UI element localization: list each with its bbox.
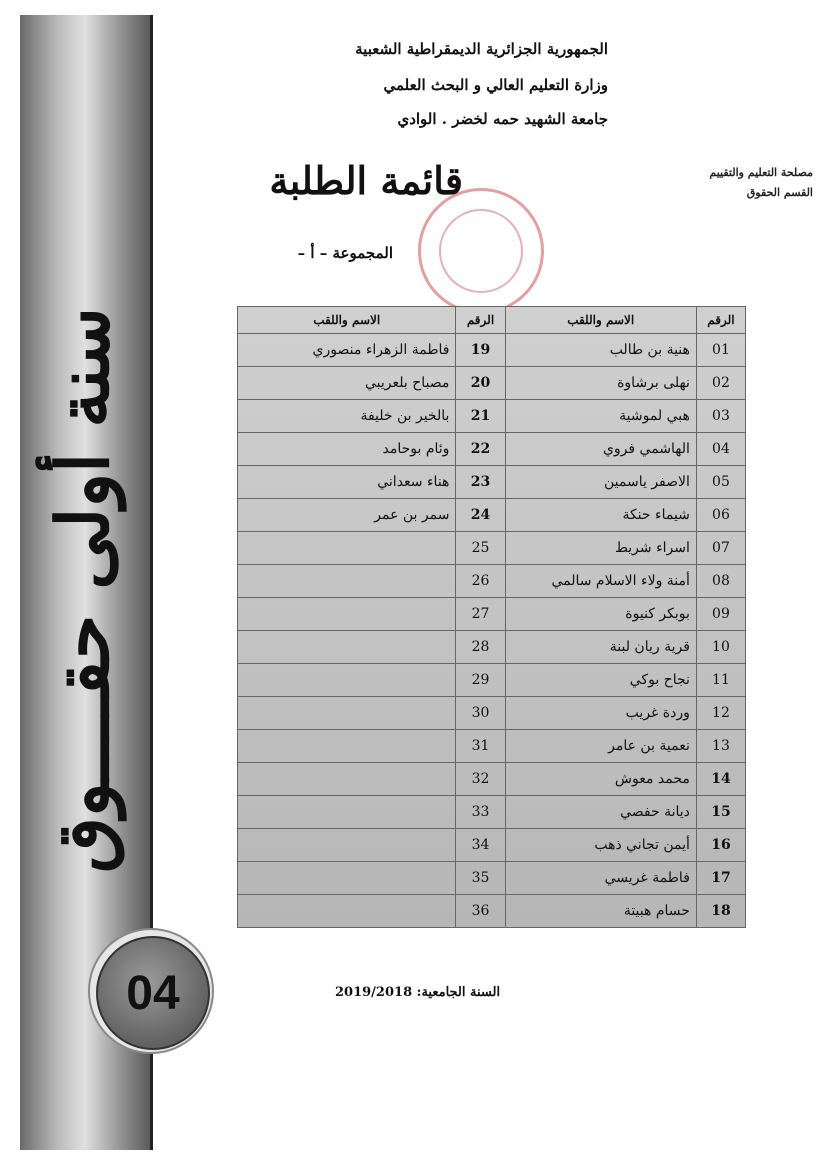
student-name: أيمن تجاني ذهب [505, 829, 696, 862]
row-number-2: 34 [456, 829, 505, 862]
row-number-2: 31 [456, 730, 505, 763]
row-number: 13 [696, 730, 745, 763]
student-name: أمنة ولاء الاسلام سالمي [505, 565, 696, 598]
student-name: الاصفر ياسمين [505, 466, 696, 499]
row-number: 03 [696, 400, 745, 433]
header-num-2: الرقم [456, 307, 505, 334]
row-number: 04 [696, 433, 745, 466]
row-number: 02 [696, 367, 745, 400]
header-num: الرقم [696, 307, 745, 334]
table-row [238, 565, 746, 598]
student-name: هبي لموشية [505, 400, 696, 433]
row-number-2: 25 [456, 532, 505, 565]
student-name-2 [238, 862, 456, 895]
academic-year [335, 985, 500, 1000]
student-name: محمد معوش [505, 763, 696, 796]
table-row [238, 862, 746, 895]
row-number: 09 [696, 598, 745, 631]
table-row [238, 499, 746, 532]
table-row [238, 532, 746, 565]
row-number-2: 33 [456, 796, 505, 829]
table-row [238, 367, 746, 400]
row-number-2: 19 [456, 334, 505, 367]
student-name-2: وئام بوحامد [238, 433, 456, 466]
student-name-2: سمر بن عمر [238, 499, 456, 532]
student-name: نجاح بوكي [505, 664, 696, 697]
header-name: الاسم واللقب [505, 307, 696, 334]
table-row [238, 730, 746, 763]
side-info-service: مصلحة التعليم والتقييم [709, 166, 813, 179]
academic-year-label: السنة الجامعية: [416, 985, 501, 1000]
row-number-2: 28 [456, 631, 505, 664]
side-info-department: القسم الحقوق [746, 186, 813, 199]
student-name-2 [238, 895, 456, 928]
student-name: حسام هبيتة [505, 895, 696, 928]
student-name-2 [238, 763, 456, 796]
table-row [238, 697, 746, 730]
student-name-2: هناء سعداني [238, 466, 456, 499]
header-name-2: الاسم واللقب [238, 307, 456, 334]
row-number-2: 32 [456, 763, 505, 796]
row-number: 15 [696, 796, 745, 829]
table-row [238, 466, 746, 499]
row-number-2: 29 [456, 664, 505, 697]
row-number-2: 26 [456, 565, 505, 598]
header-ministry: وزارة التعليم العالي و البحث العلمي [383, 76, 608, 94]
row-number: 17 [696, 862, 745, 895]
row-number: 11 [696, 664, 745, 697]
table-row [238, 631, 746, 664]
row-number-2: 20 [456, 367, 505, 400]
row-number-2: 35 [456, 862, 505, 895]
student-name-2 [238, 796, 456, 829]
table-row [238, 433, 746, 466]
row-number-2: 36 [456, 895, 505, 928]
row-number-2: 21 [456, 400, 505, 433]
student-name-2 [238, 664, 456, 697]
table-row [238, 796, 746, 829]
page-title: قائمة الطلبة [269, 158, 463, 203]
student-name: نهلى برشاوة [505, 367, 696, 400]
student-name: ديانة حفصي [505, 796, 696, 829]
row-number: 07 [696, 532, 745, 565]
row-number-2: 24 [456, 499, 505, 532]
student-name-2 [238, 829, 456, 862]
table-row [238, 829, 746, 862]
row-number: 05 [696, 466, 745, 499]
row-number: 08 [696, 565, 745, 598]
table-row [238, 895, 746, 928]
student-name: قرية ريان لبنة [505, 631, 696, 664]
row-number: 12 [696, 697, 745, 730]
row-number-2: 30 [456, 697, 505, 730]
student-name-2: بالخير بن خليفة [238, 400, 456, 433]
table-header-row [238, 307, 746, 334]
row-number-2: 27 [456, 598, 505, 631]
program-vertical-title: سنة أولى حقــــوق [40, 307, 125, 873]
academic-year-value: 2019/2018 [335, 985, 413, 1000]
group-label: المجموعة – أ – [297, 244, 393, 262]
row-number: 10 [696, 631, 745, 664]
row-number: 06 [696, 499, 745, 532]
student-name-2 [238, 598, 456, 631]
row-number-2: 22 [456, 433, 505, 466]
table-row [238, 664, 746, 697]
official-stamp [418, 188, 544, 314]
student-name-2 [238, 697, 456, 730]
table-row [238, 334, 746, 367]
student-name: شيماء حنكة [505, 499, 696, 532]
group-badge: 04 [96, 936, 210, 1050]
student-name-2 [238, 532, 456, 565]
row-number-2: 23 [456, 466, 505, 499]
student-name-2: مصباح بلعريبي [238, 367, 456, 400]
student-name-2 [238, 730, 456, 763]
student-name: بوبكر كنيوة [505, 598, 696, 631]
table-row [238, 598, 746, 631]
student-name: نعمية بن عامر [505, 730, 696, 763]
header-republic: الجمهورية الجزائرية الديمقراطية الشعبية [355, 40, 608, 58]
header-university: جامعة الشهيد حمه لخضر . الوادي [397, 110, 608, 128]
table-row [238, 400, 746, 433]
row-number: 16 [696, 829, 745, 862]
row-number: 01 [696, 334, 745, 367]
row-number: 14 [696, 763, 745, 796]
student-name: هنية بن طالب [505, 334, 696, 367]
row-number: 18 [696, 895, 745, 928]
student-name-2 [238, 631, 456, 664]
student-name: الهاشمي فروي [505, 433, 696, 466]
student-name: اسراء شريط [505, 532, 696, 565]
student-name: فاطمة غريسي [505, 862, 696, 895]
student-name-2: فاطمة الزهراء منصوري [238, 334, 456, 367]
table-row [238, 763, 746, 796]
student-name-2 [238, 565, 456, 598]
student-name: وردة غريب [505, 697, 696, 730]
student-table [237, 306, 746, 928]
